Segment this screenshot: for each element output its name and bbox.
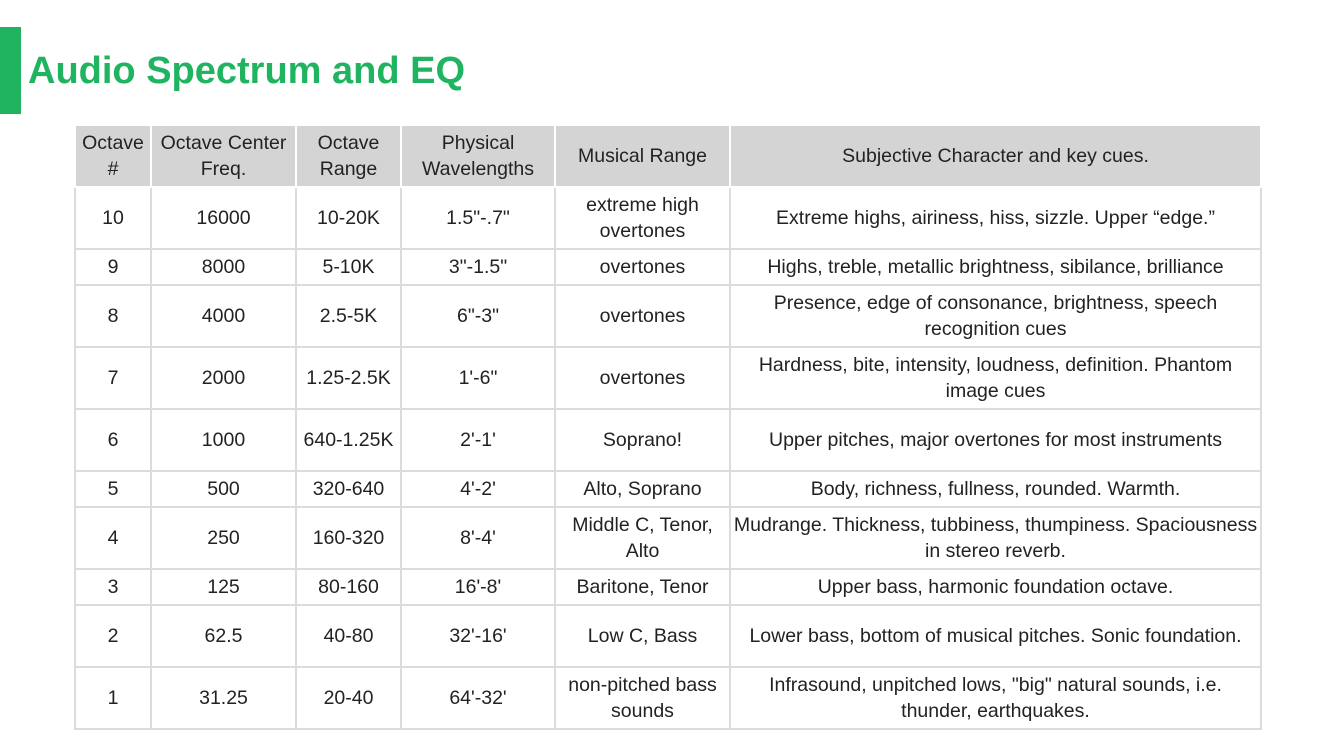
cell-octave: 6 (75, 409, 151, 471)
cell-character: Highs, treble, metallic brightness, sibilance, brilliance (730, 249, 1261, 285)
cell-range: 40-80 (296, 605, 401, 667)
table-row (75, 285, 1261, 347)
header-physical-wavelengths: Physical Wavelengths (401, 125, 555, 187)
cell-musical-range: extreme high overtones (555, 187, 730, 249)
cell-character: Lower bass, bottom of musical pitches. Sonic foundation. (730, 605, 1261, 667)
cell-range: 5-10K (296, 249, 401, 285)
cell-musical-range: overtones (555, 285, 730, 347)
header-octave-number: Octave # (75, 125, 151, 187)
cell-octave: 5 (75, 471, 151, 507)
cell-wavelength: 3"-1.5" (401, 249, 555, 285)
cell-range: 1.25-2.5K (296, 347, 401, 409)
cell-musical-range: overtones (555, 347, 730, 409)
cell-musical-range: overtones (555, 249, 730, 285)
cell-octave: 7 (75, 347, 151, 409)
cell-character: Mudrange. Thickness, tubbiness, thumpiness. Spaciousness in stereo reverb. (730, 507, 1261, 569)
cell-octave: 10 (75, 187, 151, 249)
cell-wavelength: 1'-6" (401, 347, 555, 409)
cell-octave: 4 (75, 507, 151, 569)
cell-character: Infrasound, unpitched lows, "big" natural sounds, i.e. thunder, earthquakes. (730, 667, 1261, 729)
cell-character: Upper pitches, major overtones for most instruments (730, 409, 1261, 471)
cell-wavelength: 2'-1' (401, 409, 555, 471)
cell-musical-range: Middle C, Tenor, Alto (555, 507, 730, 569)
cell-center-freq: 125 (151, 569, 296, 605)
cell-character: Hardness, bite, intensity, loudness, definition. Phantom image cues (730, 347, 1261, 409)
table-row (75, 569, 1261, 605)
cell-musical-range: Alto, Soprano (555, 471, 730, 507)
cell-range: 160-320 (296, 507, 401, 569)
cell-octave: 8 (75, 285, 151, 347)
title-accent-bar (0, 27, 21, 114)
cell-center-freq: 500 (151, 471, 296, 507)
cell-wavelength: 6"-3" (401, 285, 555, 347)
cell-range: 20-40 (296, 667, 401, 729)
cell-wavelength: 16'-8' (401, 569, 555, 605)
cell-wavelength: 8'-4' (401, 507, 555, 569)
header-subjective-character: Subjective Character and key cues. (730, 125, 1261, 187)
header-octave-range: Octave Range (296, 125, 401, 187)
cell-musical-range: Soprano! (555, 409, 730, 471)
table-row (75, 187, 1261, 249)
cell-wavelength: 4'-2' (401, 471, 555, 507)
cell-center-freq: 31.25 (151, 667, 296, 729)
cell-wavelength: 32'-16' (401, 605, 555, 667)
cell-range: 640-1.25K (296, 409, 401, 471)
cell-center-freq: 16000 (151, 187, 296, 249)
table-header-row (75, 125, 1261, 187)
audio-spectrum-table (74, 124, 1262, 730)
header-octave-center-freq: Octave Center Freq. (151, 125, 296, 187)
cell-character: Extreme highs, airiness, hiss, sizzle. Upper “edge.” (730, 187, 1261, 249)
cell-character: Upper bass, harmonic foundation octave. (730, 569, 1261, 605)
cell-musical-range: Baritone, Tenor (555, 569, 730, 605)
table-row (75, 347, 1261, 409)
table-row (75, 409, 1261, 471)
cell-center-freq: 2000 (151, 347, 296, 409)
cell-octave: 3 (75, 569, 151, 605)
header-musical-range: Musical Range (555, 125, 730, 187)
cell-octave: 2 (75, 605, 151, 667)
cell-musical-range: non-pitched bass sounds (555, 667, 730, 729)
cell-center-freq: 4000 (151, 285, 296, 347)
cell-center-freq: 1000 (151, 409, 296, 471)
table-row (75, 507, 1261, 569)
cell-center-freq: 62.5 (151, 605, 296, 667)
cell-range: 80-160 (296, 569, 401, 605)
table-row (75, 667, 1261, 729)
cell-range: 320-640 (296, 471, 401, 507)
cell-character: Presence, edge of consonance, brightness, speech recognition cues (730, 285, 1261, 347)
cell-wavelength: 64'-32' (401, 667, 555, 729)
cell-octave: 9 (75, 249, 151, 285)
cell-range: 10-20K (296, 187, 401, 249)
table-row (75, 471, 1261, 507)
page-title: Audio Spectrum and EQ (28, 50, 466, 92)
cell-center-freq: 250 (151, 507, 296, 569)
cell-character: Body, richness, fullness, rounded. Warmth. (730, 471, 1261, 507)
cell-octave: 1 (75, 667, 151, 729)
table-row (75, 249, 1261, 285)
cell-center-freq: 8000 (151, 249, 296, 285)
table-row (75, 605, 1261, 667)
cell-musical-range: Low C, Bass (555, 605, 730, 667)
cell-wavelength: 1.5"-.7" (401, 187, 555, 249)
cell-range: 2.5-5K (296, 285, 401, 347)
